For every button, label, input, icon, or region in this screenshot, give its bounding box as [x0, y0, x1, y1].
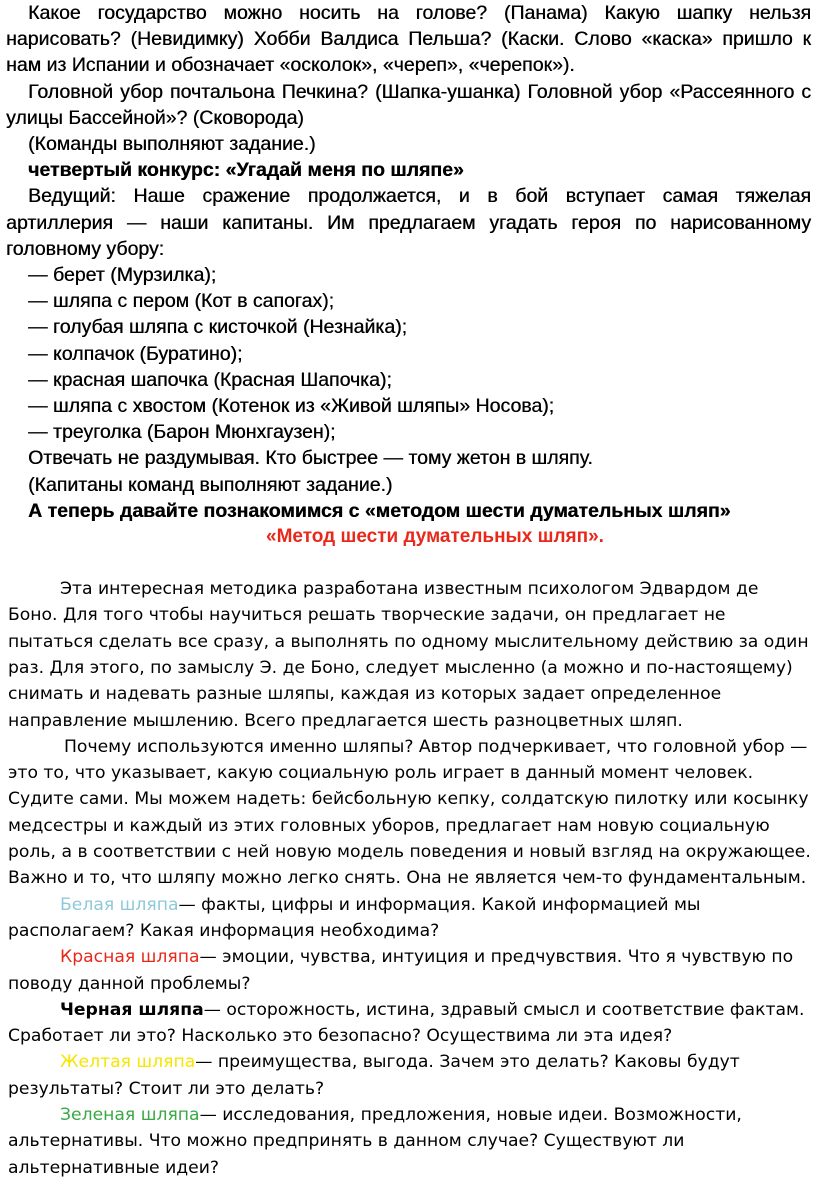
- hat-yellow-label: Желтая шляпа: [60, 1052, 196, 1073]
- list-item: — красная шапочка (Красная Шапочка);: [28, 368, 392, 391]
- hat-green-label: Зеленая шляпа: [60, 1105, 200, 1125]
- list-item: — шляпа с хвостом (Котенок из «Живой шляпы» Носова);: [28, 395, 555, 418]
- list-item: — берет (Мурзилка);: [28, 264, 217, 287]
- list-item: — треуголка (Барон Мюнхгаузен);: [28, 421, 336, 444]
- hat-black-label: Черная шляпа: [60, 999, 204, 1020]
- hat-white-label: Белая шляпа: [60, 894, 179, 915]
- quiz-paragraph-3: (Команды выполняют задание.): [28, 133, 316, 156]
- hat-yellow-text: — преимущества, выгода. Зачем это делать? Каковы будут результаты? Стоит ли это делать?: [8, 1052, 740, 1099]
- hat-white-text: — факты, цифры и информация. Какой информацией мы располагаем? Какая информация необходима?: [8, 894, 701, 941]
- contest-heading: четвертый конкурс: «Угадай меня по шляпе»: [28, 159, 464, 182]
- hat-red-label: Красная шляпа: [60, 947, 200, 968]
- host-intro: Ведущий: Наше сражение продолжается, и в бой вступает самая тяжелая артиллерия — наши капитаны. Им предлагаем угадать героя по нарисованному головному убору:: [6, 185, 811, 260]
- intro-heading: А теперь давайте познакомимся с «методом шести думательных шляп»: [28, 499, 731, 522]
- hat-green-paragraph: [8, 1102, 812, 1181]
- answer-note: Отвечать не раздумывая. Кто быстрее — тому жетон в шляпу.: [28, 447, 593, 470]
- method-section: [0, 576, 816, 1181]
- hat-red-paragraph: [8, 944, 812, 997]
- method-paragraph-1: Эта интересная методика разработана известным психологом Эдвардом де Боно. Для того чтобы научиться решать творческие задачи, он предлагает не пытаться сделать все сразу, а выполнять по одному мыслительному действию за один раз. Для этого, по замыслу Э. де Боно, следует мысленно (а можно и по-настоящему) снимать и надевать разные шляпы, каждая из которых задает определенное направление мышлению. Всего предлагается шесть разноцветных шляп.: [8, 579, 809, 731]
- hat-black-text: — осторожность, истина, здравый смысл и соответствие фактам. Сработает ли это? Насколько это безопасно? Осуществима ли эта идея?: [8, 999, 805, 1047]
- quiz-section: [0, 0, 816, 524]
- list-item: — шляпа с пером (Кот в сапогах);: [28, 290, 334, 313]
- list-item: — колпачок (Буратино);: [28, 342, 243, 365]
- hat-black-paragraph: [8, 997, 812, 1050]
- list-item: — голубая шляпа с кисточкой (Незнайка);: [28, 316, 408, 339]
- method-title: «Метод шести думательных шляп».: [266, 526, 604, 548]
- captains-note: (Капитаны команд выполняют задание.): [28, 473, 393, 496]
- quiz-paragraph-2: Головной убор почтальона Печкина? (Шапка-ушанка) Головной убор «Рассеянного с улицы Бассейной»? (Сковорода): [6, 80, 811, 129]
- hat-red-text: — эмоции, чувства, интуиция и предчувствия. Что я чувствую по поводу данной проблемы?: [8, 947, 794, 994]
- method-paragraph-2: Почему используются именно шляпы? Автор подчеркивает, что головной убор — это то, что указывает, какую социальную роль играет в данный момент человек. Судите сами. Мы можем надеть: бейсбольную кепку, солдатскую пилотку или косынку медсестры и каждый из этих головных уборов, предлагает нам новую социальную роль, а в соответствии с ней новую модель поведения и новый взгляд на окружающее. Важно и то, что шляпу можно легко снять. Она не является чем-то фундаментальным.: [8, 736, 811, 889]
- quiz-paragraph-1: Какое государство можно носить на голове? (Панама) Какую шапку нельзя нарисовать? (Невидимку) Хобби Валдиса Пельша? (Каски. Слово «каска» пришло к нам из Испании и обозначает «осколок», «череп», «черепок»).: [6, 2, 811, 77]
- hat-yellow-paragraph: [8, 1049, 812, 1102]
- hat-green-text: — исследования, предложения, новые идеи. Возможности, альтернативы. Что можно предпринять в данном случае? Существуют ли альтернативные идеи?: [8, 1105, 742, 1178]
- hat-white-paragraph: [8, 892, 812, 945]
